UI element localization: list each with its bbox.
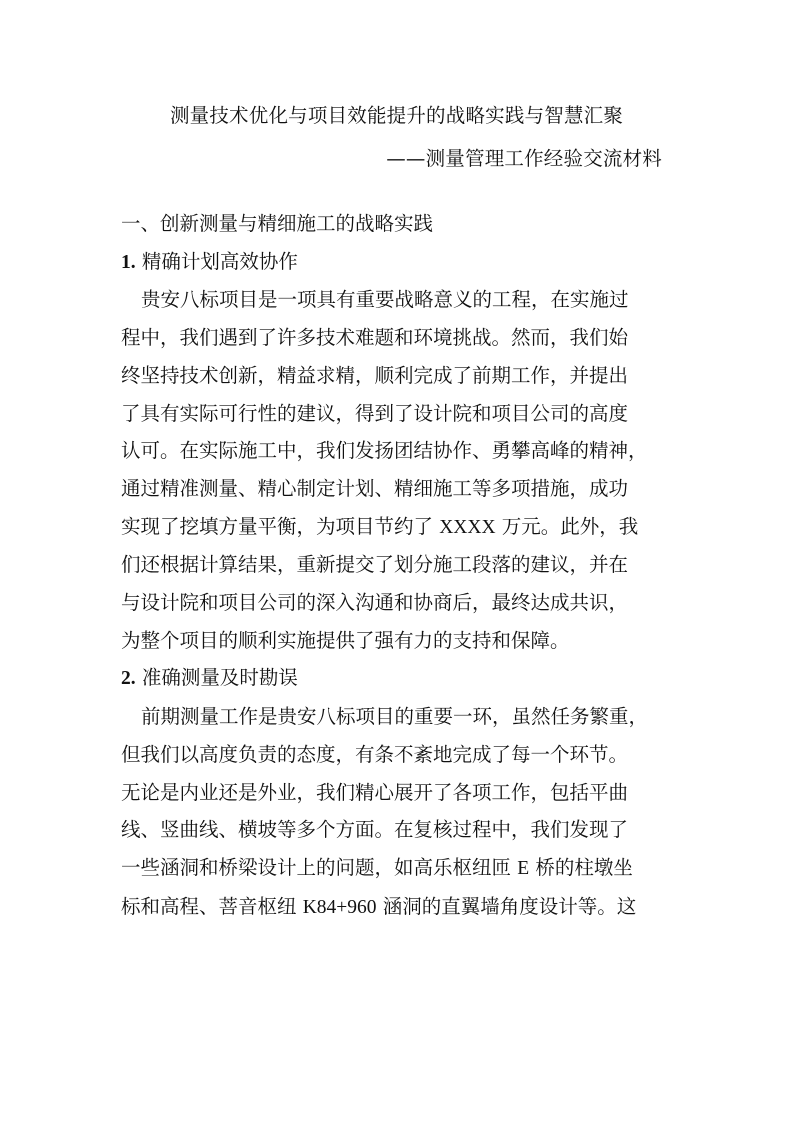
text-run: 桥的柱墩坐 xyxy=(529,855,633,879)
paragraph-line xyxy=(121,508,681,547)
text-run: 涵洞的直翼墙角度设计等。这 xyxy=(376,894,637,918)
paragraph-line xyxy=(121,888,681,927)
amount-placeholder: XXXX xyxy=(439,516,496,538)
bridge-code: E xyxy=(517,857,530,879)
paragraph-line: 程中，我们遇到了许多技术难题和环境挑战。然而，我们始 xyxy=(121,326,629,350)
paragraph-line: 线、竖曲线、横坡等多个方面。在复核过程中，我们发现了 xyxy=(121,818,629,842)
paragraph-line: 为整个项目的顺利实施提供了强有力的支持和保障。 xyxy=(121,628,570,652)
subsection-title: 准确测量及时勘误 xyxy=(141,666,298,690)
document-title: 测量技术优化与项目效能提升的战略实践与智慧汇聚 xyxy=(169,104,624,127)
text-run: 标和高程、菩音枢纽 xyxy=(121,894,303,918)
subsection-number: 2. xyxy=(121,668,136,690)
paragraph-line: 贵安八标项目是一项具有重要战略意义的工程，在实施过 xyxy=(141,288,629,312)
paragraph-line: 通过精准测量、精心制定计划、精细施工等多项措施，成功 xyxy=(121,476,629,500)
subsection-title: 精确计划高效协作 xyxy=(141,249,298,273)
text-run: 一些涵洞和桥梁设计上的问题，如高乐枢纽匝 xyxy=(121,855,518,879)
text-run: 实现了挖填方量平衡，为项目节约了 xyxy=(121,514,440,538)
paragraph-line: 终坚持技术创新，精益求精，顺利完成了前期工作，并提出 xyxy=(121,363,629,387)
paragraph-line: 认可。在实际施工中，我们发扬团结协作、勇攀高峰的精神， xyxy=(121,439,648,463)
culvert-station: K84+960 xyxy=(302,896,377,918)
document-subtitle: ——测量管理工作经验交流材料 xyxy=(386,147,662,170)
text-run: 万元。此外，我 xyxy=(495,514,639,538)
paragraph-line: 们还根据计算结果，重新提交了划分施工段落的建议，并在 xyxy=(121,553,629,577)
subsection-heading-2 xyxy=(121,659,681,698)
subsection-heading-1 xyxy=(121,243,681,282)
paragraph-line: 无论是内业还是外业，我们精心展开了各项工作，包括平曲 xyxy=(121,780,629,804)
paragraph-line: 前期测量工作是贵安八标项目的重要一环，虽然任务繁重， xyxy=(141,705,649,729)
paragraph-line: 了具有实际可行性的建议，得到了设计院和项目公司的高度 xyxy=(121,401,629,425)
subsection-number: 1. xyxy=(121,251,136,273)
paragraph-line: 但我们以高度负责的态度，有条不紊地完成了每一个环节。 xyxy=(121,742,629,766)
paragraph-line xyxy=(121,849,681,888)
paragraph-line: 与设计院和项目公司的深入沟通和协商后，最终达成共识， xyxy=(121,591,629,615)
document-body xyxy=(121,205,681,926)
section-heading-1: 一、创新测量与精细施工的战略实践 xyxy=(121,212,434,235)
